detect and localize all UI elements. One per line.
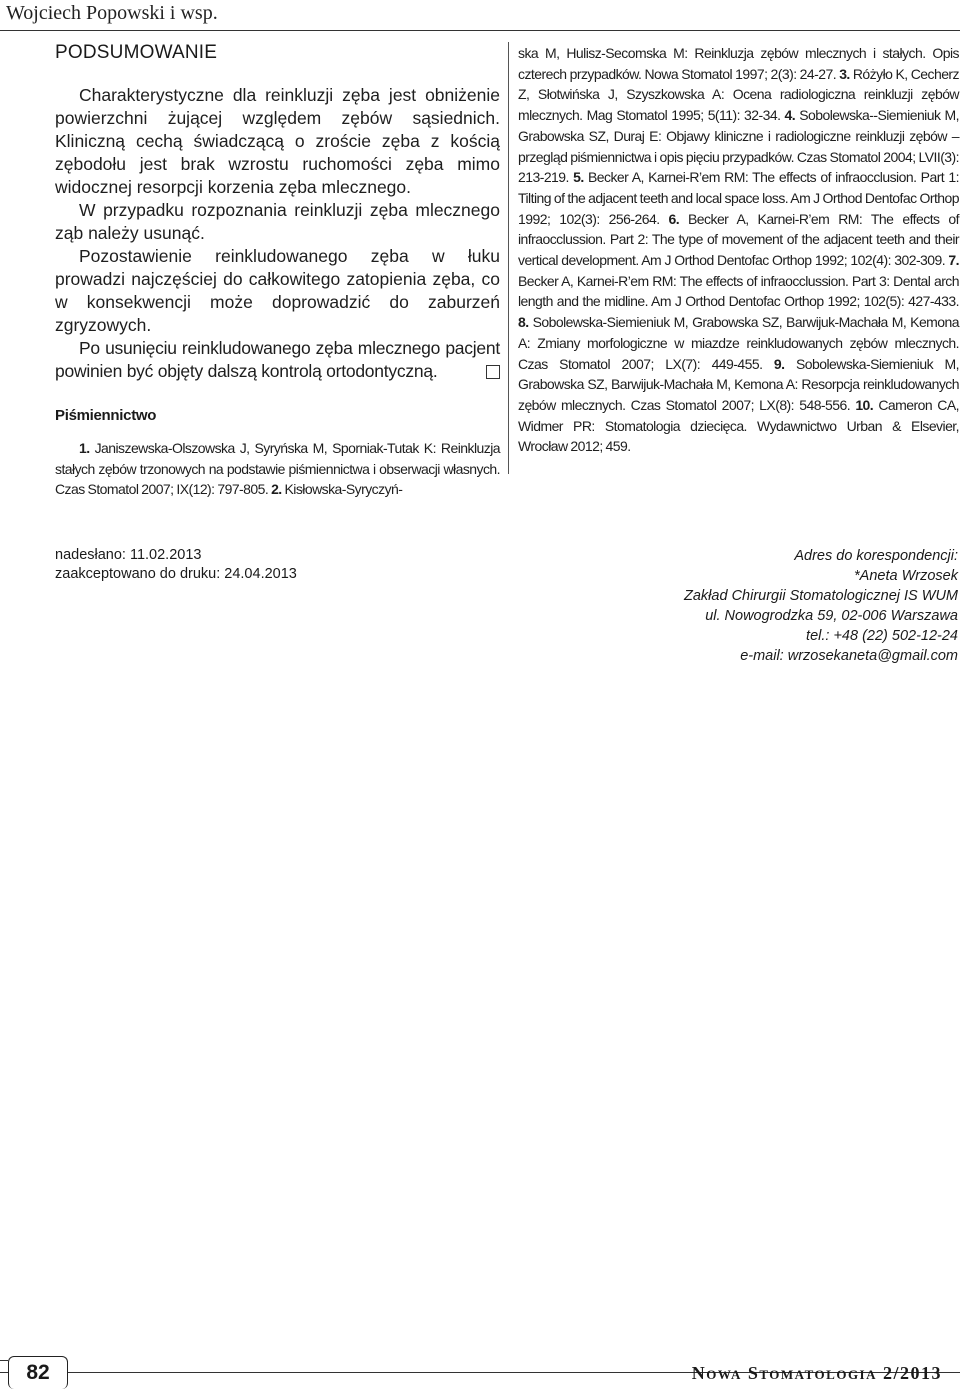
header-rule — [0, 30, 960, 31]
correspondence-email: e-mail: wrzosekaneta@gmail.com — [740, 648, 958, 664]
ref-number: 1. — [79, 440, 90, 456]
running-header-author: Wojciech Popowski i wsp. — [6, 2, 218, 24]
ref-text: Janiszewska-Olszowska J, Syryńska M, Sporniak-Tutak K: Reinkluzja stałych zębów trzonowych na podstawie piśmiennictwa i obserwacji własnych. Czas Stomatol 2007; IX(12): 797-805. — [55, 440, 500, 498]
journal-title: Nowa Stomatologia 2/2013 — [691, 1363, 942, 1383]
ref-text: Becker A, Karnei-R’em RM: The effects of infraocclusion. Part 1: Tilting of the adjacent teeth and local space loss. Am J Orthod Dentofac Orthop 1992; 102(3): 256-264. — [518, 169, 959, 227]
right-column — [518, 43, 959, 457]
correspondence-block — [684, 546, 958, 666]
ref-text: Różyło K, Cecherz Z, Słotwińska J, Szyszkowska A: Ocena radiologiczna reinkluzji zębów mlecznych. Mag Stomatol 1995; 5(11): 32-34. — [518, 65, 959, 124]
ref-number: 4. — [784, 107, 796, 124]
correspondence-street: ul. Nowogrodzka 59, 02-006 Warszawa — [705, 608, 958, 624]
ref-number: 10. — [855, 396, 874, 413]
column-divider — [508, 42, 509, 474]
correspondence-name: *Aneta Wrzosek — [854, 568, 958, 584]
ref-text: ska M, Hulisz-Secomska M: Reinkluzja zębów mlecznych i stałych. Opis czterech przypadków. Nowa Stomatol 1997; 2(3): 24-27. — [518, 45, 959, 82]
correspondence-institution: Zakład Chirurgii Stomatologicznej IS WUM — [684, 588, 958, 604]
end-of-article-mark-icon — [486, 365, 500, 379]
ref-number: 8. — [518, 314, 529, 331]
references-left — [55, 438, 500, 500]
ref-number: 6. — [668, 210, 680, 227]
correspondence-phone: tel.: +48 (22) 502-12-24 — [806, 628, 958, 644]
summary-paragraph-4-text: Po usunięciu reinkludowanego zęba mlecznego pacjent powinien być objęty dalszą kontrolą ortodontyczną. — [55, 338, 500, 381]
ref-text: Becker A, Karnei-R’em RM: The effects of infraocclussion. Part 3: Dental arch length and the midline. Am J Orthod Dentofac Orthop 1992; 102(5): 427-433. — [518, 272, 959, 310]
page-number: 82 — [8, 1356, 68, 1389]
ref-text: Becker A, Karnei-R’em RM: The effects of infraocclussion. Part 2: The type of movement of the adjacent teeth and their vertical development. Am J Orthod Dentofac Orthop 1992; 102(4): 302-309. — [518, 210, 960, 269]
received-date: nadesłano: 11.02.2013 — [55, 547, 202, 563]
summary-title: PODSUMOWANIE — [55, 42, 218, 63]
ref-text: Sobolewska--Siemieniuk M, Grabowska SZ, Duraj E: Objawy kliniczne i radiologiczne reinkluzji zębów – przegląd piśmiennictwa i opis pięciu przypadków. Czas Stomatol 2004; LVII(3): 213-219. — [518, 107, 959, 186]
summary-paragraph-2: W przypadku rozpoznania reinkluzji zęba mlecznego ząb należy usunąć. — [55, 200, 500, 243]
ref-number: 9. — [773, 355, 785, 372]
ref-number: 5. — [573, 169, 584, 186]
correspondence-label: Adres do korespondencji: — [794, 548, 958, 564]
ref-text: Sobolewska-Siemieniuk M, Grabowska SZ, Barwijuk-Machała M, Kemona A: Zmiany morfologiczne w miazdze reinkludowanych zębów mlecznych. Czas Stomatol 2007; LX(7): 449-455. — [518, 314, 959, 372]
ref-text: Sobolewska-Siemieniuk M, Grabowska SZ, Barwijuk-Machała M, Kemona A: Resorpcja reinkludowanych zębów mlecznych. Czas Stomatol 2007; LX(8): 548-556. — [518, 355, 959, 413]
ref-number: 7. — [948, 252, 959, 269]
ref-number: 3. — [839, 65, 850, 82]
ref-text: Kisłowska-Syryczyń- — [281, 481, 403, 498]
footer-rule-left — [0, 1360, 8, 1361]
summary-paragraph-3: Pozostawienie reinkludowanego zęba w łuku prowadzi najczęściej do całkowitego zatopienia zęba, co w konsekwencji może doprowadzić do zaburzeń zgryzowych. — [55, 246, 500, 335]
references-right — [518, 43, 959, 457]
ref-number: 2. — [271, 481, 282, 498]
summary-paragraph-4 — [55, 337, 500, 383]
references-title: Piśmiennictwo — [55, 407, 157, 424]
submission-dates — [55, 546, 297, 584]
left-column — [55, 42, 500, 500]
ref-text: Cameron CA, Widmer PR: Stomatologia dziecięca. Wydawnictwo Urban & Elsevier, Wrocław 2012; 459. — [518, 396, 959, 455]
accepted-date: zaakceptowano do druku: 24.04.2013 — [55, 566, 297, 582]
summary-paragraph-1: Charakterystyczne dla reinkluzji zęba jest obniżenie powierzchni żującej względem zębów sąsiednich. Kliniczną cechą świadczącą o zroście zęba z kością zębodołu jest brak wzrostu ruchomości zęba mimo widocznej resorpcji korzenia zęba mlecznego. — [55, 85, 500, 197]
